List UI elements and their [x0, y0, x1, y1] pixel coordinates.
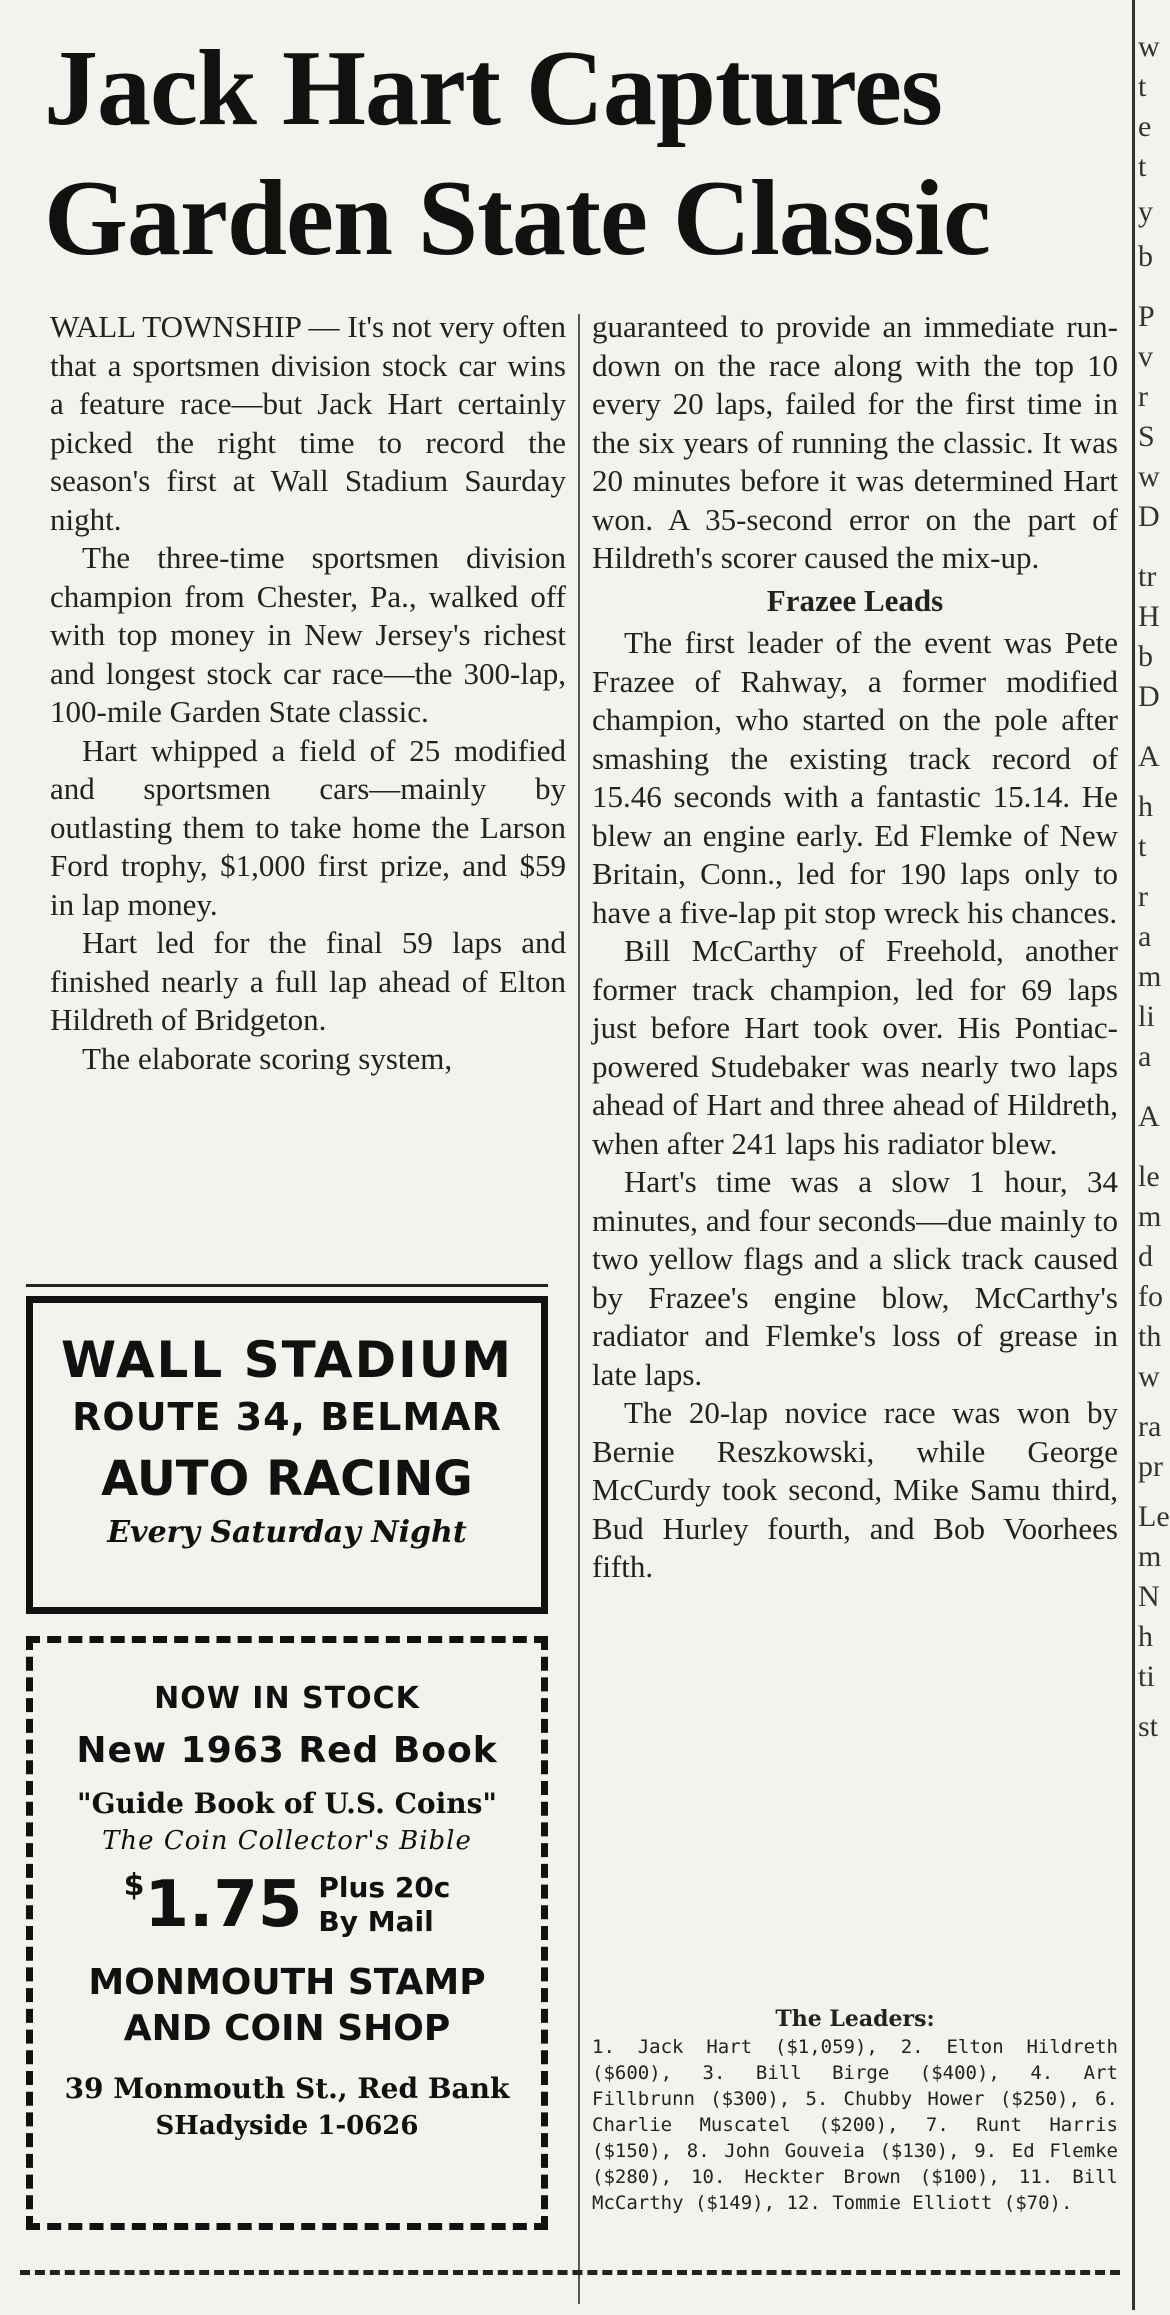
ad-shop-name: MONMOUTH STAMP AND COIN SHOP	[88, 1962, 486, 2049]
edge-fragment: D	[1138, 680, 1160, 713]
article-paragraph: The elaborate scoring system,	[82, 1040, 453, 1076]
edge-fragment: w	[1138, 460, 1160, 493]
edge-fragment: w	[1138, 1360, 1160, 1393]
ad-address: 39 Monmouth St., Red Bank	[64, 2072, 510, 2105]
article-paragraph: Hart led for the final 59 laps and finished nearly a full lap ahead of Elton Hildreth of Bridgeton.	[50, 925, 566, 1037]
ad-title: WALL STADIUM	[60, 1331, 514, 1389]
edge-fragment: H	[1138, 600, 1160, 633]
edge-fragment: d	[1138, 1240, 1153, 1273]
edge-fragment: st	[1138, 1710, 1159, 1743]
edge-fragment: Le	[1138, 1500, 1170, 1533]
article-paragraph: Hart whipped a field of 25 modified and sportsmen cars—mainly by outlasting them to take home the Larson Ford trophy, $1,000 first prize, and $59 in lap money.	[50, 732, 566, 922]
edge-fragment: t	[1138, 150, 1147, 183]
article-left-column	[50, 308, 566, 1078]
edge-fragment: ra	[1138, 1410, 1162, 1443]
edge-fragment: b	[1138, 640, 1153, 673]
ad-book-subtitle: "Guide Book of U.S. Coins"	[77, 1787, 497, 1820]
edge-fragment: ti	[1138, 1660, 1155, 1693]
edge-fragment: a	[1138, 1040, 1152, 1073]
ad-price-note: Plus 20c By Mail	[318, 1871, 451, 1938]
edge-fragment: m	[1138, 960, 1162, 993]
edge-fragment: A	[1138, 1100, 1160, 1133]
page-column-rule	[1132, 0, 1135, 2310]
leaders-title: The Leaders:	[775, 2006, 935, 2032]
edge-fragment: e	[1138, 110, 1152, 143]
edge-fragment: a	[1138, 920, 1152, 953]
edge-fragment: t	[1138, 830, 1147, 863]
ad-schedule: Every Saturday Night	[107, 1515, 467, 1550]
edge-fragment: h	[1138, 790, 1153, 823]
wall-stadium-ad	[26, 1296, 548, 1614]
ad-location: ROUTE 34, BELMAR	[72, 1395, 502, 1439]
edge-fragment: h	[1138, 1620, 1153, 1653]
edge-fragment: m	[1138, 1540, 1162, 1573]
edge-fragment: P	[1138, 300, 1155, 333]
edge-fragment: t	[1138, 70, 1147, 103]
article-paragraph: WALL TOWNSHIP — It's not very often that a sportsmen division stock car wins a feature race—but Jack Hart certainly picked the right time to record the season's first at Wall Stadium Saurday night.	[50, 309, 566, 537]
article-paragraph: The 20-lap novice race was won by Bernie Reszkowski, while George McCurdy took second, Mike Samu third, Bud Hurley fourth, and Bob Voorhees fifth.	[592, 1395, 1118, 1584]
edge-fragment: m	[1138, 1200, 1162, 1233]
adjacent-column-fragment	[1138, 0, 1170, 2310]
edge-fragment: th	[1138, 1320, 1162, 1353]
edge-fragment: le	[1138, 1160, 1160, 1193]
leaders-box	[592, 2006, 1118, 2216]
headline-line-2: Garden State Classic	[44, 159, 990, 278]
article-paragraph: Bill McCarthy of Freehold, another former track champion, led for 69 laps just before Hart took over. His Pontiac-powered Studebaker was nearly two laps ahead of Hart and three ahead of Hildreth, when after 241 laps his radiator blew.	[592, 933, 1118, 1161]
edge-fragment: y	[1138, 195, 1153, 228]
ad-phone: SHadyside 1-0626	[155, 2111, 419, 2141]
divider	[26, 1284, 548, 1287]
ad-price-row	[33, 1868, 541, 1942]
ad-stock-line: NOW IN STOCK	[154, 1681, 420, 1716]
edge-fragment: r	[1138, 880, 1148, 913]
bottom-ad-border	[20, 2270, 1120, 2315]
ad-book-tagline: The Coin Collector's Bible	[102, 1826, 472, 1856]
article-paragraph: The first leader of the event was Pete Frazee of Rahway, a former modified champion, who started on the pole after smashing the existing track record of 15.46 seconds with a fantastic 15.14. He blew an engine early. Ed Flemke of New Britain, Conn., led for 190 laps only to have a five-lap pit stop wreck his chances.	[592, 625, 1118, 930]
edge-fragment: pr	[1138, 1450, 1163, 1483]
edge-fragment: D	[1138, 500, 1160, 533]
edge-fragment: A	[1138, 740, 1160, 773]
edge-fragment: v	[1138, 340, 1153, 373]
coin-shop-ad	[26, 1636, 548, 2230]
edge-fragment: fo	[1138, 1280, 1163, 1313]
article-paragraph: The three-time sportsmen division champion from Chester, Pa., walked off with top money in New Jersey's richest and longest stock car race—the 300-lap, 100-mile Garden State classic.	[50, 540, 566, 729]
edge-fragment: N	[1138, 1580, 1160, 1613]
headline-line-1: Jack Hart Captures	[44, 29, 942, 148]
edge-fragment: tr	[1138, 560, 1157, 593]
article-paragraph: guaranteed to provide an immediate run-down on the race along with the top 10 every 20 laps, failed for the first time in the six years of running the classic. It was 20 minutes before it was determined Hart won. A 35-second error on the part of Hildreth's scorer caused the mix-up.	[592, 309, 1118, 575]
headline	[44, 24, 1124, 284]
edge-fragment: S	[1138, 420, 1155, 453]
edge-fragment: r	[1138, 380, 1148, 413]
column-rule	[578, 314, 580, 2304]
ad-book-title: New 1963 Red Book	[76, 1730, 498, 1771]
leaders-list: 1. Jack Hart ($1,059), 2. Elton Hildreth ($600), 3. Bill Birge ($400), 4. Art Fillbrunn ($300), 5. Chubby Hower ($250), 6. Charlie Muscatel ($200), 7. Runt Harris ($150), 8. John Gouveia ($130), 9. Ed Flemke ($280), 10. Heckter Brown ($100), 11. Bill McCarthy ($149), 12. Tommie Elliott ($70).	[592, 2036, 1118, 2214]
ad-event: AUTO RACING	[101, 1451, 473, 1507]
edge-fragment: li	[1138, 1000, 1155, 1033]
edge-fragment: w	[1138, 30, 1160, 63]
ad-price: $1.75	[123, 1868, 303, 1942]
article-paragraph: Hart's time was a slow 1 hour, 34 minutes, and four seconds—due mainly to two yellow flags and a slick track caused by Frazee's engine blow, McCarthy's radiator and Flemke's loss of grease in late laps.	[592, 1164, 1118, 1392]
article-subhead: Frazee Leads	[766, 582, 944, 618]
edge-fragment: b	[1138, 240, 1153, 273]
article-middle-column	[592, 308, 1118, 1587]
